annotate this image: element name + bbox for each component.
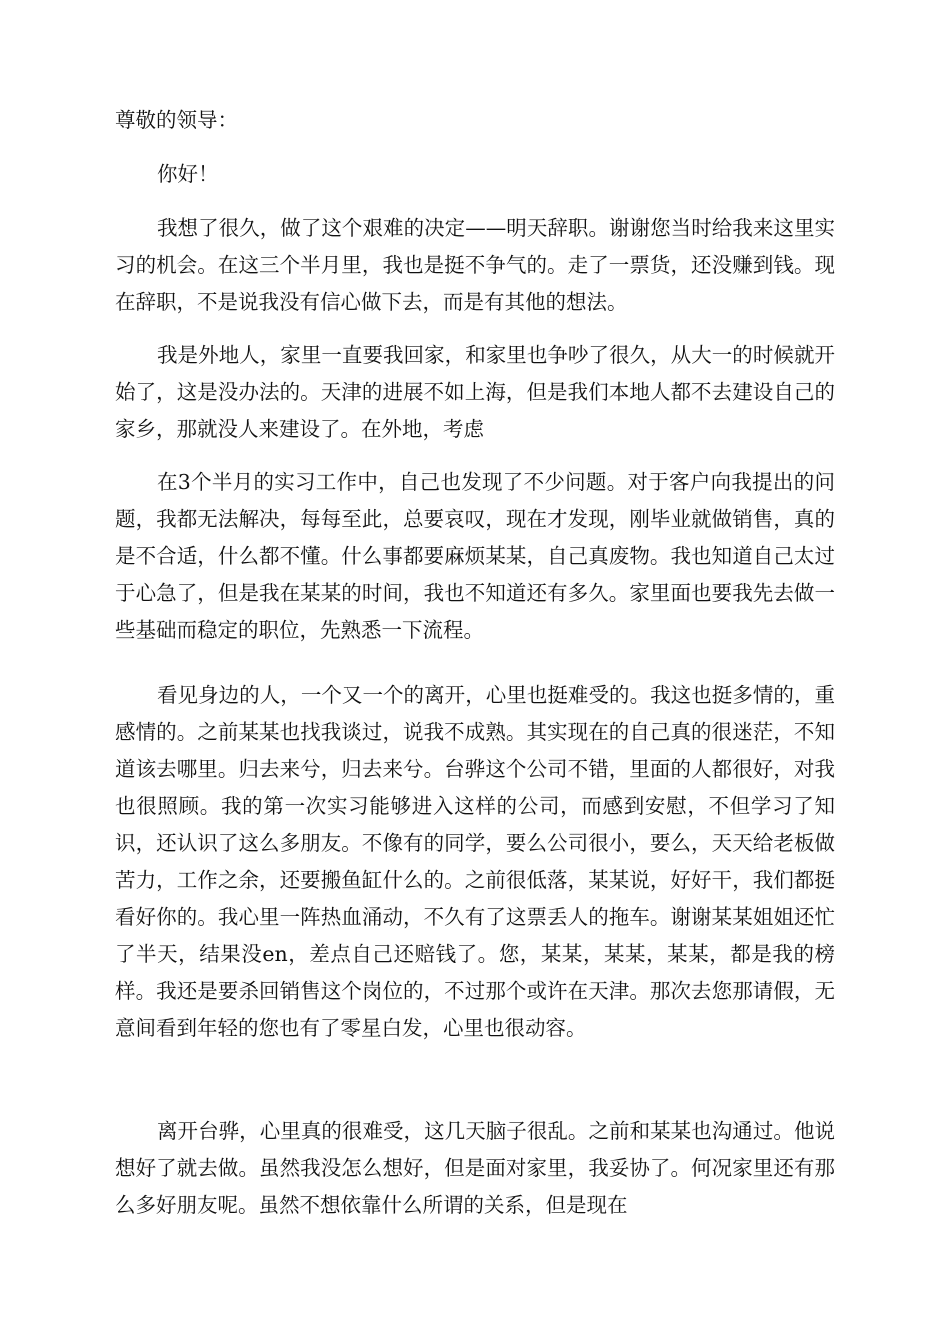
paragraph-leaving-company: 离开台骅，心里真的很难受，这几天脑子很乱。之前和某某也沟通过。他说想好了就去做。虽然我没怎么想好，但是面对家里，我妥协了。何况家里还有那么多好朋友呢。虽然不想依靠什么所谓的关系，但是现在 [115,1119,835,1217]
letter-salutation: 尊敬的领导： [115,108,238,132]
paragraph-internship-problems: 在3个半月的实习工作中，自己也发现了不少问题。对于客户向我提出的问题，我都无法解决，每每至此，总要哀叹，现在才发现，刚毕业就做销售，真的是不合适，什么都不懂。什么事都要麻烦某某，自己真废物。我也知道自己太过于心急了，但是我在某某的时间，我也不知道还有多久。家里面也要我先去做一些基础而稳定的职位，先熟悉一下流程。 [115,470,835,642]
paragraph-resignation-decision: 我想了很久，做了这个艰难的决定——明天辞职。谢谢您当时给我来这里实习的机会。在这三个半月里，我也是挺不争气的。走了一票货，还没赚到钱。现在辞职，不是说我没有信心做下去，而是有其他的想法。 [115,216,835,314]
paragraph-family-reason: 我是外地人，家里一直要我回家，和家里也争吵了很久，从大一的时候就开始了，这是没办法的。天津的进展不如上海，但是我们本地人都不去建设自己的家乡，那就没人来建设了。在外地，考虑 [115,343,835,441]
letter-greeting: 你好！ [157,162,219,186]
paragraph-colleagues-gratitude: 看见身边的人，一个又一个的离开，心里也挺难受的。我这也挺多情的，重感情的。之前某某也找我谈过，说我不成熟。其实现在的自己真的很迷茫，不知道该去哪里。归去来兮，归去来兮。台骅这个公司不错，里面的人都很好，对我也很照顾。我的第一次实习能够进入这样的公司，而感到安慰，不但学习了知识，还认识了这么多朋友。不像有的同学，要么公司很小，要么，天天给老板做苦力，工作之余，还要搬鱼缸什么的。之前很低落，某某说，好好干，我们都挺看好你的。我心里一阵热血涌动，不久有了这票丢人的拖车。谢谢某某姐姐还忙了半天，结果没en，差点自己还赔钱了。您，某某，某某，某某，都是我的榜样。我还是要杀回销售这个岗位的，不过那个或许在天津。那次去您那请假，无意间看到年轻的您也有了零星白发，心里也很动容。 [115,683,835,1040]
